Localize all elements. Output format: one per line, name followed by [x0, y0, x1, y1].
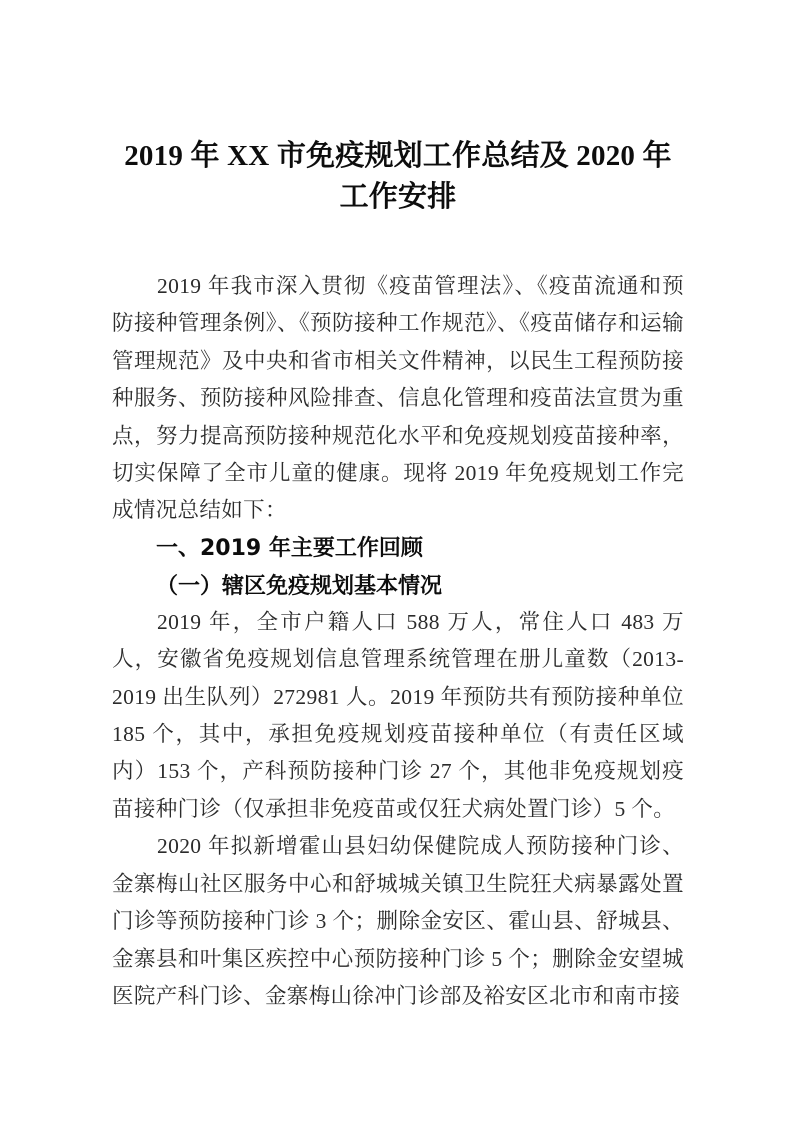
page-title-line-1: 2019 年 XX 市免疫规划工作总结及 2020 年	[124, 140, 672, 172]
intro-paragraph: 2019 年我市深入贯彻《疫苗管理法》、《疫苗流通和预防接种管理条例》、《预防接种工作规范》、《疫苗储存和运输管理规范》及中央和省市相关文件精神，以民生工程预防接种服务、预防接种风险排查、信息化管理和疫苗法宣贯为重点，努力提高预防接种规范化水平和免疫规划疫苗接种率，切实保障了全市儿童的健康。现将 2019 年免疫规划工作完成情况总结如下：	[112, 274, 684, 523]
page-title-line-2: 工作安排	[339, 181, 457, 213]
title-body-spacer	[112, 218, 684, 268]
basic-situation-paragraph: 2019 年，全市户籍人口 588 万人，常住人口 483 万人，安徽省免疫规划信息管理系统管理在册儿童数（2013-2019 出生队列）272981 人。2019 年预防共有预防接种单位 185 个，其中，承担免疫规划疫苗接种单位（有责任区域内）153 个，产科预防接种门诊 27 个，其他非免疫规划疫苗接种门诊（仅承担非免疫苗或仅狂犬病处置门诊）5 个。	[112, 609, 684, 821]
plan-2020-paragraph: 2020 年拟新增霍山县妇幼保健院成人预防接种门诊、金寨梅山社区服务中心和舒城城关镇卫生院狂犬病暴露处置门诊等预防接种门诊 3 个；删除金安区、霍山县、舒城县、金寨县和叶集区疾控中心预防接种门诊 5 个；删除金安望城医院产科门诊、金寨梅山徐冲门诊部及裕安区北市和南市接	[112, 834, 684, 1008]
section-heading-1: 一、2019 年主要工作回顾	[156, 535, 423, 561]
subsection-heading-1-1: （一）辖区免疫规划基本情况	[156, 572, 443, 598]
document-content-column	[112, 0, 684, 1015]
page-title	[112, 0, 684, 218]
